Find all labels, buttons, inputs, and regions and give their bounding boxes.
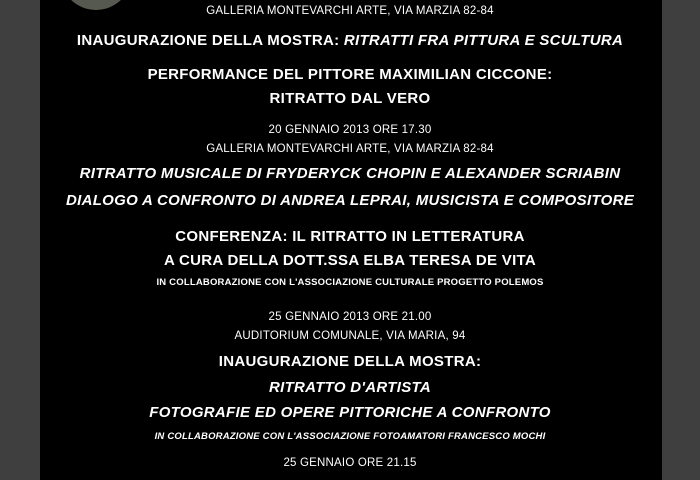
event-date-3: 25 GENNAIO ORE 21.15 xyxy=(283,457,417,469)
venue-gallery-1: GALLERIA MONTEVARCHI ARTE, VIA MARZIA 82-84 xyxy=(206,5,494,17)
venue-auditorium: AUDITORIUM COMUNALE, VIA MARIA, 94 xyxy=(234,330,466,342)
music-dialogue-title: DIALOGO A CONFRONTO DI ANDREA LEPRAI, MUSICISTA E COMPOSITORE xyxy=(65,192,635,209)
artist-portrait-title: RITRATTO D'ARTISTA xyxy=(268,379,431,396)
exhibition-title-2: INAUGURAZIONE DELLA MOSTRA: xyxy=(218,353,482,370)
exhibition-title-1 xyxy=(0,32,700,49)
conference-title: CONFERENZA: IL RITRATTO IN LETTERATURA xyxy=(175,228,525,245)
exhibition-title-1-lead: INAUGURAZIONE DELLA MOSTRA: xyxy=(76,32,344,49)
venue-gallery-2: GALLERIA MONTEVARCHI ARTE, VIA MARZIA 82-84 xyxy=(206,143,494,155)
music-portrait-title: RITRATTO MUSICALE DI FRYDERYCK CHOPIN E ALEXANDER SCRIABIN xyxy=(79,165,621,182)
collaboration-mochi: IN COLLABORAZIONE CON L'ASSOCIAZIONE FOTOAMATORI FRANCESCO MOCHI xyxy=(154,431,546,442)
event-date-1: 20 GENNAIO 2013 ORE 17.30 xyxy=(268,124,432,136)
performance-subtitle: RITRATTO DAL VERO xyxy=(269,90,431,107)
conference-curator: A CURA DELLA DOTT.SSA ELBA TERESA DE VITA xyxy=(163,252,537,269)
performance-title: PERFORMANCE DEL PITTORE MAXIMILIAN CICCONE: xyxy=(147,66,553,83)
collaboration-polemos: IN COLLABORAZIONE CON L'ASSOCIAZIONE CULTURALE PROGETTO POLEMOS xyxy=(156,277,544,288)
photo-painting-title: FOTOGRAFIE ED OPERE PITTORICHE A CONFRONTO xyxy=(149,404,551,421)
exhibition-title-1-name: RITRATTI FRA PITTURA E SCULTURA xyxy=(343,32,624,49)
event-date-2: 25 GENNAIO 2013 ORE 21.00 xyxy=(268,311,432,323)
